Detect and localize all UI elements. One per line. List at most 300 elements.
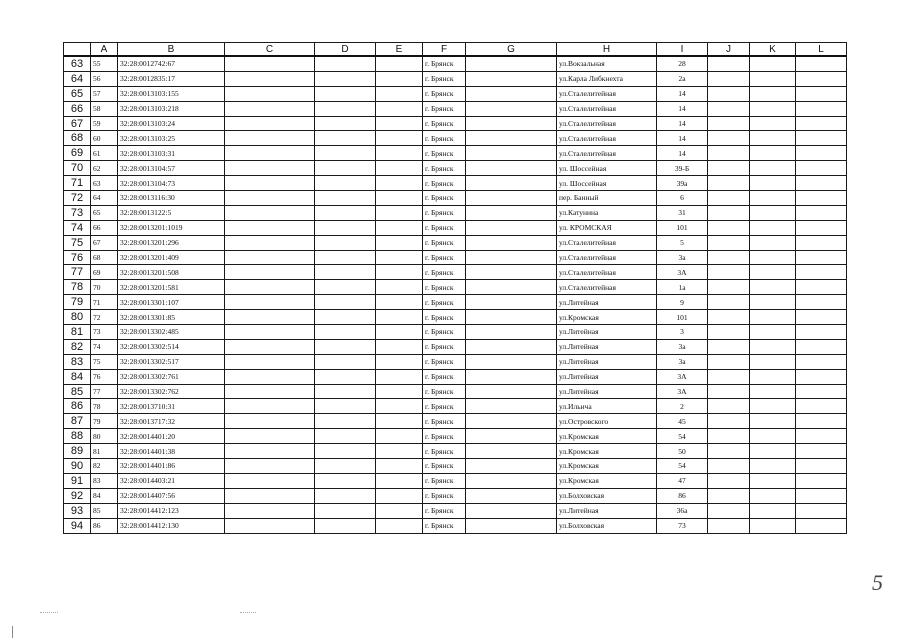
cell-c[interactable] [225,220,315,235]
cell-g[interactable] [466,339,557,354]
cell-c[interactable] [225,414,315,429]
cell-l[interactable] [796,503,847,518]
cell-house-number[interactable]: 3А [657,265,708,280]
cell-street[interactable]: ул.Кромская [557,444,657,459]
cell-j[interactable] [708,503,750,518]
cell-k[interactable] [750,354,796,369]
cell-city[interactable]: г. Брянск [423,116,466,131]
cell-k[interactable] [750,101,796,116]
cell-g[interactable] [466,310,557,325]
cell-c[interactable] [225,488,315,503]
cell-d[interactable] [315,101,376,116]
cell-k[interactable] [750,295,796,310]
cell-street[interactable]: ул.Сталелитейная [557,146,657,161]
cell-j[interactable] [708,86,750,101]
cell-g[interactable] [466,191,557,206]
cell-street[interactable]: ул.Карла Либкнехта [557,71,657,86]
cell-g[interactable] [466,444,557,459]
cell-e[interactable] [376,250,423,265]
cell-a[interactable]: 71 [91,295,118,310]
cell-house-number[interactable]: 50 [657,444,708,459]
cell-c[interactable] [225,71,315,86]
row-number[interactable]: 87 [64,414,91,429]
cell-cadastral-number[interactable]: 32:28:0013302:485 [118,325,225,340]
cell-house-number[interactable]: 3А [657,384,708,399]
cell-j[interactable] [708,488,750,503]
cell-street[interactable]: ул. КРОМСКАЯ [557,220,657,235]
cell-city[interactable]: г. Брянск [423,280,466,295]
row-number[interactable]: 65 [64,86,91,101]
cell-a[interactable]: 67 [91,235,118,250]
cell-house-number[interactable]: 28 [657,56,708,71]
cell-street[interactable]: ул.Кромская [557,429,657,444]
cell-j[interactable] [708,205,750,220]
cell-k[interactable] [750,429,796,444]
cell-street[interactable]: ул.Сталелитейная [557,265,657,280]
cell-city[interactable]: г. Брянск [423,56,466,71]
cell-e[interactable] [376,265,423,280]
cell-house-number[interactable]: 73 [657,518,708,533]
cell-e[interactable] [376,518,423,533]
cell-e[interactable] [376,339,423,354]
cell-j[interactable] [708,101,750,116]
cell-j[interactable] [708,191,750,206]
cell-house-number[interactable]: 14 [657,146,708,161]
cell-d[interactable] [315,191,376,206]
cell-city[interactable]: г. Брянск [423,488,466,503]
cell-j[interactable] [708,369,750,384]
cell-house-number[interactable]: 36а [657,503,708,518]
cell-l[interactable] [796,325,847,340]
cell-l[interactable] [796,146,847,161]
cell-j[interactable] [708,235,750,250]
cell-d[interactable] [315,205,376,220]
cell-cadastral-number[interactable]: 32:28:0013301:107 [118,295,225,310]
cell-a[interactable]: 57 [91,86,118,101]
cell-e[interactable] [376,444,423,459]
cell-g[interactable] [466,473,557,488]
cell-house-number[interactable]: 1а [657,280,708,295]
row-number[interactable]: 86 [64,399,91,414]
cell-l[interactable] [796,56,847,71]
cell-street[interactable]: ул.Литейная [557,354,657,369]
cell-cadastral-number[interactable]: 32:28:0013201:508 [118,265,225,280]
cell-d[interactable] [315,235,376,250]
row-number[interactable]: 67 [64,116,91,131]
cell-street[interactable]: ул.Кромская [557,473,657,488]
cell-cadastral-number[interactable]: 32:28:0013122:5 [118,205,225,220]
cell-a[interactable]: 73 [91,325,118,340]
row-number[interactable]: 83 [64,354,91,369]
cell-city[interactable]: г. Брянск [423,503,466,518]
cell-j[interactable] [708,473,750,488]
cell-g[interactable] [466,86,557,101]
cell-cadastral-number[interactable]: 32:28:0014401:38 [118,444,225,459]
cell-j[interactable] [708,429,750,444]
cell-street[interactable]: ул.Сталелитейная [557,235,657,250]
cell-d[interactable] [315,116,376,131]
cell-street[interactable]: ул.Кромская [557,459,657,474]
cell-l[interactable] [796,235,847,250]
cell-d[interactable] [315,295,376,310]
cell-j[interactable] [708,384,750,399]
cell-e[interactable] [376,295,423,310]
cell-cadastral-number[interactable]: 32:28:0013103:218 [118,101,225,116]
cell-a[interactable]: 76 [91,369,118,384]
cell-e[interactable] [376,310,423,325]
cell-k[interactable] [750,280,796,295]
cell-city[interactable]: г. Брянск [423,86,466,101]
cell-a[interactable]: 77 [91,384,118,399]
cell-street[interactable]: ул.Сталелитейная [557,250,657,265]
cell-city[interactable]: г. Брянск [423,369,466,384]
cell-cadastral-number[interactable]: 32:28:0014401:86 [118,459,225,474]
cell-house-number[interactable]: 39-Б [657,161,708,176]
cell-g[interactable] [466,488,557,503]
cell-l[interactable] [796,191,847,206]
cell-c[interactable] [225,518,315,533]
cell-g[interactable] [466,354,557,369]
cell-city[interactable]: г. Брянск [423,310,466,325]
column-header-g[interactable]: G [466,43,557,57]
cell-c[interactable] [225,339,315,354]
column-header-f[interactable]: F [423,43,466,57]
cell-c[interactable] [225,161,315,176]
cell-street[interactable]: ул.Вокзальная [557,56,657,71]
cell-house-number[interactable]: 14 [657,131,708,146]
row-number[interactable]: 84 [64,369,91,384]
cell-cadastral-number[interactable]: 32:28:0013302:514 [118,339,225,354]
column-header-l[interactable]: L [796,43,847,57]
cell-city[interactable]: г. Брянск [423,101,466,116]
cell-g[interactable] [466,295,557,310]
row-number[interactable]: 72 [64,191,91,206]
row-number[interactable]: 85 [64,384,91,399]
cell-j[interactable] [708,399,750,414]
cell-city[interactable]: г. Брянск [423,191,466,206]
cell-e[interactable] [376,384,423,399]
cell-e[interactable] [376,503,423,518]
cell-a[interactable]: 59 [91,116,118,131]
cell-a[interactable]: 70 [91,280,118,295]
cell-d[interactable] [315,459,376,474]
cell-city[interactable]: г. Брянск [423,325,466,340]
cell-l[interactable] [796,220,847,235]
row-number[interactable]: 79 [64,295,91,310]
cell-city[interactable]: г. Брянск [423,265,466,280]
row-number[interactable]: 92 [64,488,91,503]
row-number[interactable]: 94 [64,518,91,533]
cell-street[interactable]: ул.Болховская [557,518,657,533]
row-number[interactable]: 75 [64,235,91,250]
cell-house-number[interactable]: 3а [657,339,708,354]
cell-e[interactable] [376,488,423,503]
cell-city[interactable]: г. Брянск [423,131,466,146]
cell-d[interactable] [315,325,376,340]
cell-c[interactable] [225,399,315,414]
cell-d[interactable] [315,56,376,71]
cell-e[interactable] [376,71,423,86]
cell-l[interactable] [796,161,847,176]
cell-city[interactable]: г. Брянск [423,384,466,399]
cell-street[interactable]: ул.Литейная [557,503,657,518]
cell-j[interactable] [708,116,750,131]
cell-k[interactable] [750,250,796,265]
row-number[interactable]: 82 [64,339,91,354]
cell-a[interactable]: 64 [91,191,118,206]
cell-g[interactable] [466,205,557,220]
cell-city[interactable]: г. Брянск [423,71,466,86]
cell-a[interactable]: 55 [91,56,118,71]
cell-a[interactable]: 82 [91,459,118,474]
row-number[interactable]: 64 [64,71,91,86]
row-number[interactable]: 76 [64,250,91,265]
cell-e[interactable] [376,146,423,161]
cell-g[interactable] [466,265,557,280]
cell-cadastral-number[interactable]: 32:28:0012835:17 [118,71,225,86]
column-header-e[interactable]: E [376,43,423,57]
cell-house-number[interactable]: 54 [657,459,708,474]
cell-j[interactable] [708,339,750,354]
cell-house-number[interactable]: 9 [657,295,708,310]
cell-g[interactable] [466,250,557,265]
cell-l[interactable] [796,384,847,399]
cell-street[interactable]: ул.Литейная [557,295,657,310]
column-header-d[interactable]: D [315,43,376,57]
cell-c[interactable] [225,444,315,459]
cell-k[interactable] [750,71,796,86]
cell-g[interactable] [466,414,557,429]
cell-g[interactable] [466,71,557,86]
cell-l[interactable] [796,444,847,459]
cell-city[interactable]: г. Брянск [423,250,466,265]
row-number[interactable]: 91 [64,473,91,488]
cell-l[interactable] [796,488,847,503]
row-number[interactable]: 70 [64,161,91,176]
cell-j[interactable] [708,176,750,191]
cell-k[interactable] [750,146,796,161]
cell-street[interactable]: ул. Шоссейная [557,176,657,191]
cell-house-number[interactable]: 2а [657,71,708,86]
row-number[interactable]: 80 [64,310,91,325]
cell-cadastral-number[interactable]: 32:28:0013104:57 [118,161,225,176]
cell-d[interactable] [315,86,376,101]
cell-city[interactable]: г. Брянск [423,354,466,369]
cell-street[interactable]: ул.Кромская [557,310,657,325]
cell-street[interactable]: ул. Шоссейная [557,161,657,176]
cell-k[interactable] [750,399,796,414]
row-number[interactable]: 69 [64,146,91,161]
cell-city[interactable]: г. Брянск [423,518,466,533]
cell-a[interactable]: 85 [91,503,118,518]
cell-g[interactable] [466,101,557,116]
cell-city[interactable]: г. Брянск [423,339,466,354]
cell-k[interactable] [750,503,796,518]
row-number[interactable]: 81 [64,325,91,340]
cell-house-number[interactable]: 101 [657,310,708,325]
cell-cadastral-number[interactable]: 32:28:0013302:517 [118,354,225,369]
cell-house-number[interactable]: 5 [657,235,708,250]
cell-k[interactable] [750,325,796,340]
row-number[interactable]: 90 [64,459,91,474]
cell-cadastral-number[interactable]: 32:28:0013302:761 [118,369,225,384]
cell-k[interactable] [750,86,796,101]
cell-d[interactable] [315,220,376,235]
row-number[interactable]: 74 [64,220,91,235]
cell-a[interactable]: 79 [91,414,118,429]
cell-city[interactable]: г. Брянск [423,205,466,220]
cell-cadastral-number[interactable]: 32:28:0013201:1019 [118,220,225,235]
cell-house-number[interactable]: 45 [657,414,708,429]
cell-g[interactable] [466,56,557,71]
row-number[interactable]: 88 [64,429,91,444]
cell-c[interactable] [225,116,315,131]
cell-a[interactable]: 81 [91,444,118,459]
cell-l[interactable] [796,71,847,86]
cell-l[interactable] [796,86,847,101]
cell-l[interactable] [796,205,847,220]
cell-a[interactable]: 84 [91,488,118,503]
cell-a[interactable]: 69 [91,265,118,280]
cell-house-number[interactable]: 3а [657,250,708,265]
cell-l[interactable] [796,354,847,369]
cell-l[interactable] [796,414,847,429]
cell-k[interactable] [750,235,796,250]
cell-l[interactable] [796,399,847,414]
row-number[interactable]: 73 [64,205,91,220]
cell-g[interactable] [466,161,557,176]
cell-house-number[interactable]: 2 [657,399,708,414]
cell-a[interactable]: 58 [91,101,118,116]
cell-g[interactable] [466,518,557,533]
cell-l[interactable] [796,176,847,191]
cell-d[interactable] [315,280,376,295]
cell-cadastral-number[interactable]: 32:28:0013103:31 [118,146,225,161]
cell-house-number[interactable]: 3 [657,325,708,340]
row-number[interactable]: 66 [64,101,91,116]
cell-c[interactable] [225,176,315,191]
cell-e[interactable] [376,176,423,191]
cell-l[interactable] [796,429,847,444]
cell-a[interactable]: 75 [91,354,118,369]
cell-cadastral-number[interactable]: 32:28:0013302:762 [118,384,225,399]
cell-d[interactable] [315,488,376,503]
cell-l[interactable] [796,310,847,325]
row-number[interactable]: 63 [64,56,91,71]
cell-k[interactable] [750,414,796,429]
cell-d[interactable] [315,339,376,354]
cell-j[interactable] [708,250,750,265]
cell-l[interactable] [796,250,847,265]
cell-city[interactable]: г. Брянск [423,295,466,310]
cell-k[interactable] [750,161,796,176]
cell-house-number[interactable]: 31 [657,205,708,220]
cell-c[interactable] [225,325,315,340]
cell-c[interactable] [225,369,315,384]
cell-house-number[interactable]: 3а [657,354,708,369]
cell-j[interactable] [708,265,750,280]
cell-g[interactable] [466,146,557,161]
cell-k[interactable] [750,191,796,206]
cell-l[interactable] [796,295,847,310]
cell-d[interactable] [315,131,376,146]
cell-a[interactable]: 74 [91,339,118,354]
cell-cadastral-number[interactable]: 32:28:0014412:130 [118,518,225,533]
cell-a[interactable]: 61 [91,146,118,161]
cell-cadastral-number[interactable]: 32:28:0013103:155 [118,86,225,101]
cell-j[interactable] [708,56,750,71]
cell-a[interactable]: 83 [91,473,118,488]
cell-c[interactable] [225,56,315,71]
cell-e[interactable] [376,325,423,340]
cell-c[interactable] [225,131,315,146]
cell-e[interactable] [376,235,423,250]
cell-a[interactable]: 66 [91,220,118,235]
cell-street[interactable]: ул.Ильича [557,399,657,414]
cell-d[interactable] [315,473,376,488]
cell-j[interactable] [708,295,750,310]
cell-cadastral-number[interactable]: 32:28:0013717:32 [118,414,225,429]
cell-cadastral-number[interactable]: 32:28:0013103:24 [118,116,225,131]
cell-c[interactable] [225,235,315,250]
cell-d[interactable] [315,354,376,369]
cell-a[interactable]: 63 [91,176,118,191]
cell-cadastral-number[interactable]: 32:28:0013710:31 [118,399,225,414]
cell-a[interactable]: 68 [91,250,118,265]
cell-e[interactable] [376,86,423,101]
cell-c[interactable] [225,250,315,265]
cell-street[interactable]: ул.Литейная [557,339,657,354]
cell-l[interactable] [796,459,847,474]
cell-e[interactable] [376,205,423,220]
cell-g[interactable] [466,399,557,414]
cell-c[interactable] [225,310,315,325]
cell-k[interactable] [750,444,796,459]
cell-d[interactable] [315,384,376,399]
cell-d[interactable] [315,146,376,161]
cell-c[interactable] [225,459,315,474]
cell-d[interactable] [315,518,376,533]
row-number[interactable]: 71 [64,176,91,191]
cell-cadastral-number[interactable]: 32:28:0012742:67 [118,56,225,71]
cell-g[interactable] [466,459,557,474]
cell-city[interactable]: г. Брянск [423,444,466,459]
cell-a[interactable]: 60 [91,131,118,146]
column-header-i[interactable]: I [657,43,708,57]
cell-j[interactable] [708,354,750,369]
cell-g[interactable] [466,220,557,235]
cell-j[interactable] [708,131,750,146]
cell-k[interactable] [750,310,796,325]
cell-l[interactable] [796,101,847,116]
cell-city[interactable]: г. Брянск [423,220,466,235]
cell-j[interactable] [708,310,750,325]
row-number[interactable]: 93 [64,503,91,518]
cell-d[interactable] [315,310,376,325]
cell-c[interactable] [225,354,315,369]
cell-k[interactable] [750,205,796,220]
cell-c[interactable] [225,101,315,116]
cell-j[interactable] [708,161,750,176]
cell-house-number[interactable]: 86 [657,488,708,503]
cell-c[interactable] [225,295,315,310]
cell-a[interactable]: 80 [91,429,118,444]
cell-e[interactable] [376,399,423,414]
cell-street[interactable]: ул.Сталелитейная [557,131,657,146]
cell-e[interactable] [376,473,423,488]
cell-d[interactable] [315,399,376,414]
cell-house-number[interactable]: 101 [657,220,708,235]
